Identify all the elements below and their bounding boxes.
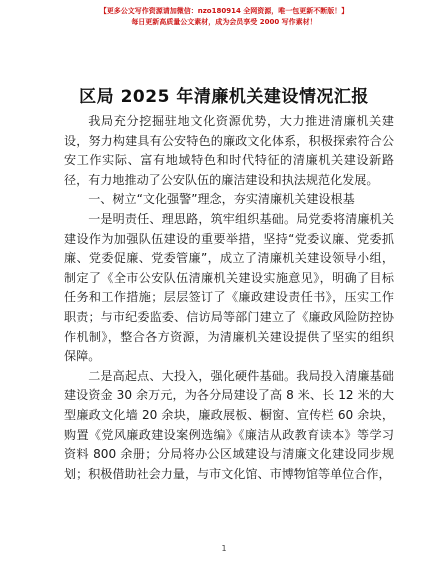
paragraph-intro: 我局充分挖掘驻地文化资源优势，大力推进清廉机关建设，努力构建具有公安特色的廉政文化体系，积极探索符合公安工作实际、富有地域特色和时代特征的清廉机关建设新路径，有力地推动了公安队伍的廉洁建设和执法规范化发展。	[64, 114, 394, 187]
header-banner	[0, 6, 448, 28]
banner-line-1: 【更多公文写作资源请加微信：nzo180914 全网资源，唯一包更新不断版！】	[99, 7, 349, 15]
section-heading: 一、树立“文化强警”理念，夯实清廉机关建设根基	[88, 192, 355, 207]
paragraph-investment: 二是高起点、大投入，强化硬件基础。我局投入清廉基础建设资金 30 余万元，为各分局建设了高 8 米、长 12 米的大型廉政文化墙 20 余块，廉政展板、橱窗、宣传栏 60 余块，购置《党风廉政建设案例选编》《廉洁从政教育读本》等学习资料 800 余册；分局将办公区域建设与清廉文化建设同步规划；积极借助社会力量，与市文化馆、市博物馆等单位合作，	[64, 368, 394, 481]
paragraph-responsibility: 一是明责任、理思路，筑牢组织基础。局党委将清廉机关建设作为加强队伍建设的重要举措，坚持“党委议廉、党委抓廉、党委促廉、党委管廉”，成立了清廉机关建设领导小组，制定了《全市公安队伍清廉机关建设实施意见》，明确了目标任务和工作措施；层层签订了《廉政建设责任书》，压实工作职责；与市纪委监委、信访局等部门建立了《廉政风险防控协作机制》，整合各方资源，为清廉机关建设提供了坚实的组织保障。	[64, 211, 394, 364]
banner-line-2: 每日更新高质量公文素材，成为会员享受 2000 写作素材！	[131, 18, 317, 26]
page-number: 1	[221, 544, 227, 553]
document-title: 区局 2025 年清廉机关建设情况汇报	[79, 87, 369, 107]
document-body	[64, 112, 394, 484]
